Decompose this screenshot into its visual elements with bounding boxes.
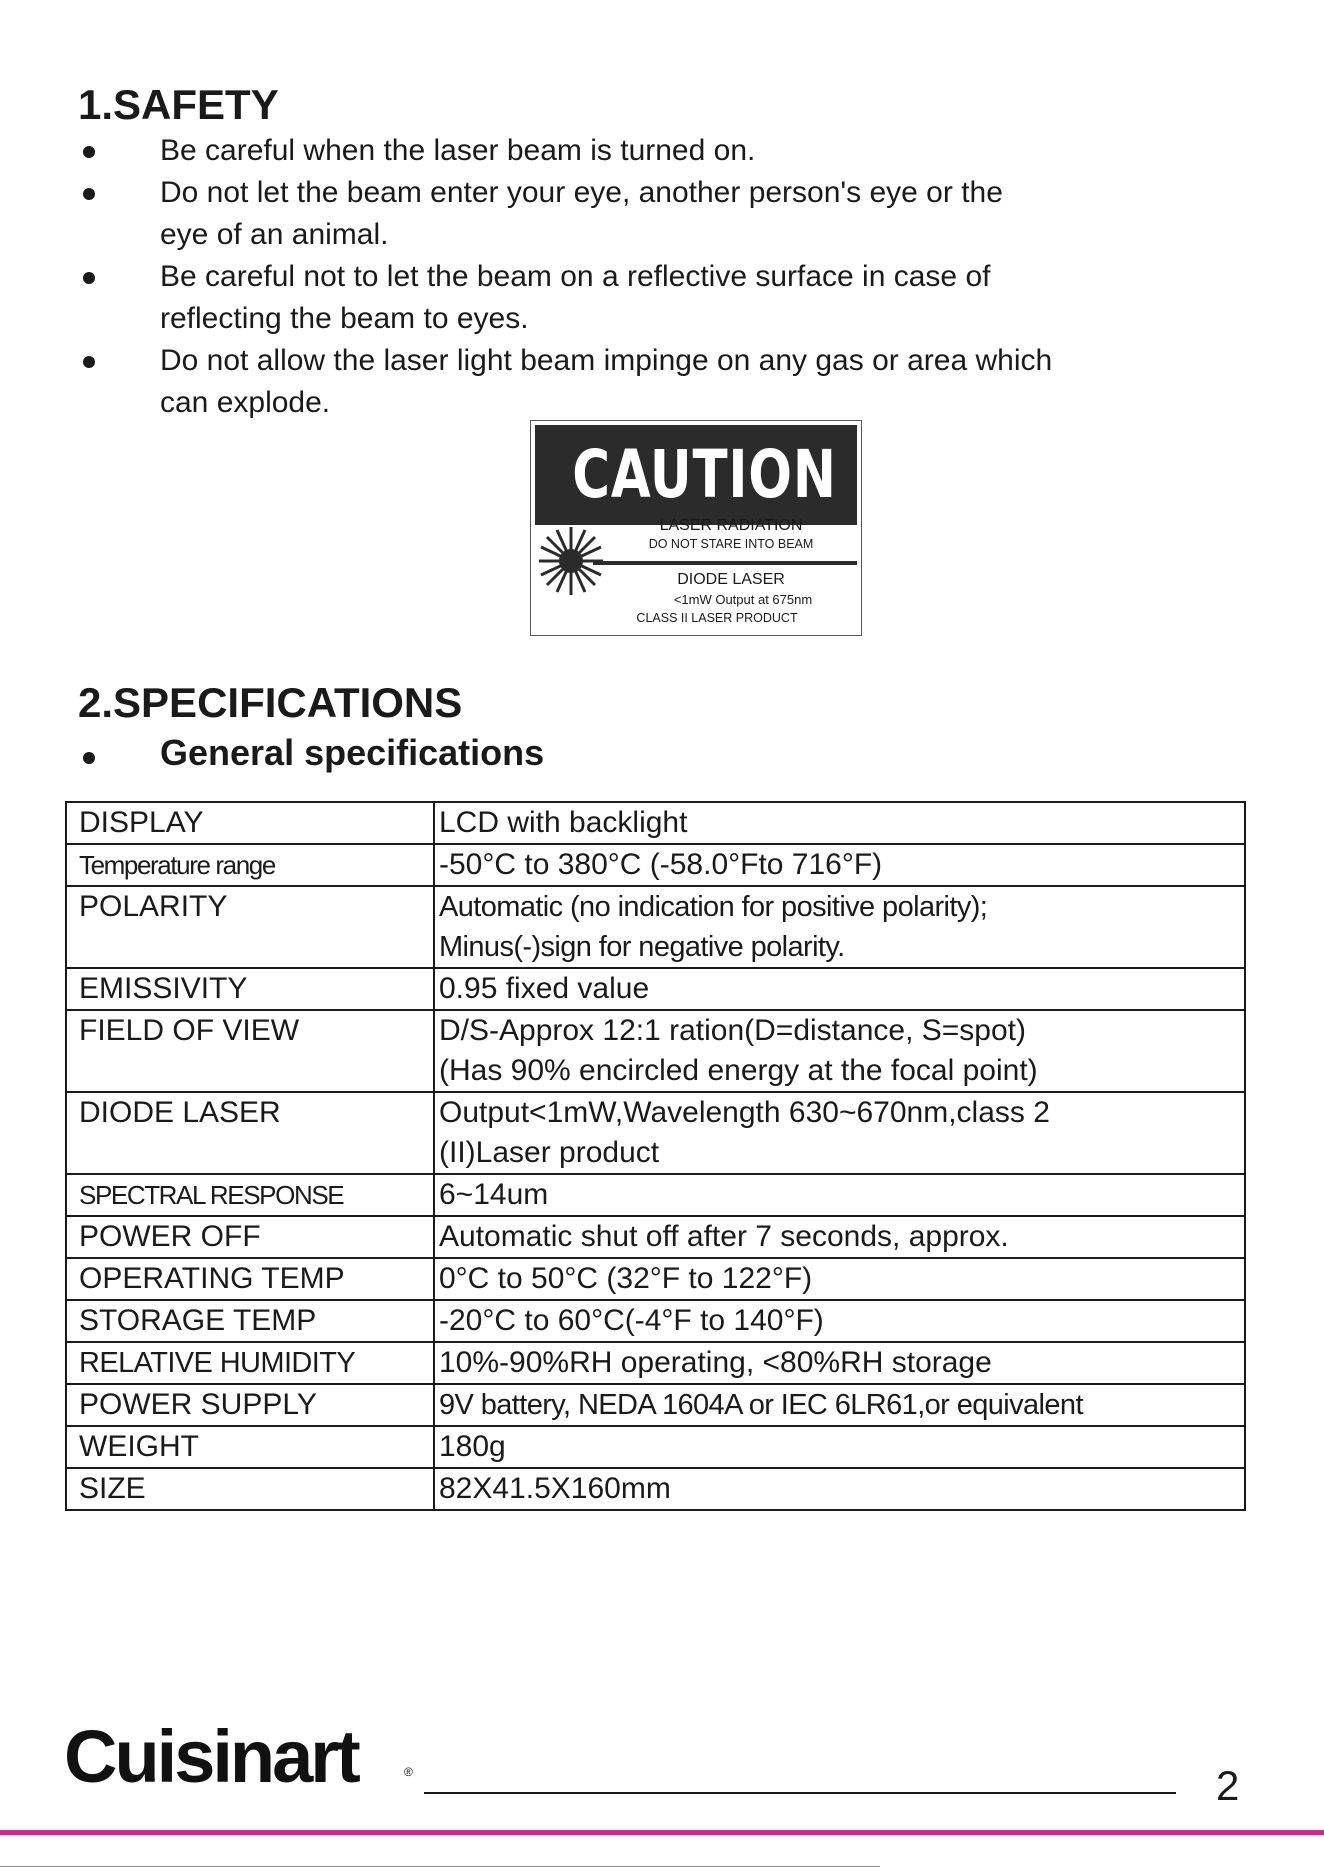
spec-value <box>434 1092 1245 1174</box>
spec-label: RELATIVE HUMIDITY <box>66 1342 434 1384</box>
registered-mark: ® <box>404 1765 413 1779</box>
caution-line-3: DIODE LASER <box>677 571 785 588</box>
footer-rule <box>424 1792 1176 1794</box>
safety-bullet-line: eye of an animal. <box>160 218 389 251</box>
bullet-dot-icon <box>83 272 95 284</box>
spec-row <box>66 886 1245 968</box>
spec-value <box>434 1258 1245 1300</box>
specifications-heading: 2.SPECIFICATIONS <box>78 679 463 726</box>
safety-bullet-line: Be careful not to let the beam on a reflective surface in case of <box>160 260 991 293</box>
spec-label: POLARITY <box>66 886 434 968</box>
bullet-dot-icon <box>83 356 95 368</box>
spec-value-line: Minus(-)sign for negative polarity. <box>439 931 845 963</box>
spec-label: STORAGE TEMP <box>66 1300 434 1342</box>
specifications-table <box>65 801 1246 1511</box>
spec-value-line: (II)Laser product <box>439 1136 660 1169</box>
spec-row <box>66 1468 1245 1510</box>
caution-banner <box>535 425 857 525</box>
accent-rule <box>0 1830 1324 1835</box>
bullet-dot-icon <box>83 188 95 200</box>
spec-value <box>434 1010 1245 1092</box>
spec-value-line: Automatic (no indication for positive polarity); <box>439 891 988 923</box>
spec-value <box>434 1174 1245 1216</box>
spec-value <box>434 1216 1245 1258</box>
spec-value-line: Automatic shut off after 7 seconds, approx. <box>439 1220 1009 1253</box>
spec-row <box>66 844 1245 886</box>
spec-label: SPECTRAL RESPONSE <box>66 1174 434 1216</box>
spec-value-line: 82X41.5X160mm <box>439 1472 671 1505</box>
spec-row <box>66 1342 1245 1384</box>
spec-row <box>66 968 1245 1010</box>
spec-row <box>66 1174 1245 1216</box>
spec-value <box>434 802 1245 844</box>
spec-value-line: Output<1mW,Wavelength 630~670nm,class 2 <box>439 1096 1050 1129</box>
spec-label: WEIGHT <box>66 1426 434 1468</box>
spec-row <box>66 1384 1245 1426</box>
bottom-rule <box>0 1866 880 1867</box>
spec-value <box>434 1384 1245 1426</box>
spec-value-line: 10%-90%RH operating, <80%RH storage <box>439 1346 992 1379</box>
spec-value-line: 6~14um <box>439 1178 549 1211</box>
spec-value <box>434 1300 1245 1342</box>
bullet-dot-icon <box>83 752 95 764</box>
spec-row <box>66 1216 1245 1258</box>
spec-label: POWER OFF <box>66 1216 434 1258</box>
caution-line-4: <1mW Output at 675nm <box>673 592 813 607</box>
spec-value <box>434 1468 1245 1510</box>
spec-value <box>434 844 1245 886</box>
spec-value <box>434 1426 1245 1468</box>
spec-value-line: 180g <box>439 1430 506 1463</box>
spec-label: Temperature range <box>66 844 434 886</box>
page-number: 2 <box>1216 1762 1240 1809</box>
safety-bullet-line: Do not allow the laser light beam impinge on any gas or area which <box>160 344 1053 377</box>
safety-bullet <box>0 172 1324 256</box>
caution-line-5: CLASS II LASER PRODUCT <box>636 611 798 625</box>
spec-row <box>66 802 1245 844</box>
spec-label: FIELD OF VIEW <box>66 1010 434 1092</box>
safety-bullet-line: Be careful when the laser beam is turned on. <box>160 134 756 167</box>
safety-bullet <box>0 130 1324 172</box>
spec-value-line: 0.95 fixed value <box>439 972 650 1005</box>
caution-label <box>530 420 862 636</box>
safety-bullet <box>0 340 1324 424</box>
spec-value-line: 9V battery, NEDA 1604A or IEC 6LR61,or equivalent <box>439 1389 1083 1421</box>
caution-title: CAUTION <box>572 436 837 513</box>
spec-value-line: 0°C to 50°C (32°F to 122°F) <box>439 1262 813 1295</box>
spec-value-line: D/S-Approx 12:1 ration(D=distance, S=spot) <box>439 1014 1026 1047</box>
spec-value-line: LCD with backlight <box>439 806 688 839</box>
safety-bullet-line: can explode. <box>160 386 331 419</box>
spec-value-line: -20°C to 60°C(-4°F to 140°F) <box>439 1304 824 1337</box>
caution-line-2: DO NOT STARE INTO BEAM <box>648 537 814 551</box>
spec-label: DIODE LASER <box>66 1092 434 1174</box>
spec-label: SIZE <box>66 1468 434 1510</box>
safety-bullet <box>0 256 1324 340</box>
bullet-dot-icon <box>83 146 95 158</box>
spec-label: POWER SUPPLY <box>66 1384 434 1426</box>
caution-rule <box>593 561 857 565</box>
spec-label: OPERATING TEMP <box>66 1258 434 1300</box>
spec-label: DISPLAY <box>66 802 434 844</box>
safety-heading: 1.SAFETY <box>78 81 279 128</box>
spec-row <box>66 1092 1245 1174</box>
spec-row <box>66 1300 1245 1342</box>
general-specifications-subheading: General specifications <box>160 732 545 773</box>
spec-value <box>434 1342 1245 1384</box>
spec-value-line: (Has 90% encircled energy at the focal point) <box>439 1054 1038 1087</box>
spec-row <box>66 1258 1245 1300</box>
spec-label: EMISSIVITY <box>66 968 434 1010</box>
safety-bullet-line: Do not let the beam enter your eye, another person's eye or the <box>160 176 1003 209</box>
spec-row <box>66 1010 1245 1092</box>
spec-value-line: -50°C to 380°C (-58.0°Fto 716°F) <box>439 848 883 881</box>
spec-row <box>66 1426 1245 1468</box>
safety-bullet-list <box>0 130 1324 424</box>
safety-bullet-line: reflecting the beam to eyes. <box>160 302 529 335</box>
cuisinart-logo: Cuisinart <box>64 1715 358 1798</box>
spec-value <box>434 968 1245 1010</box>
spec-value <box>434 886 1245 968</box>
caution-line-1: LASER RADIATION <box>659 517 803 534</box>
